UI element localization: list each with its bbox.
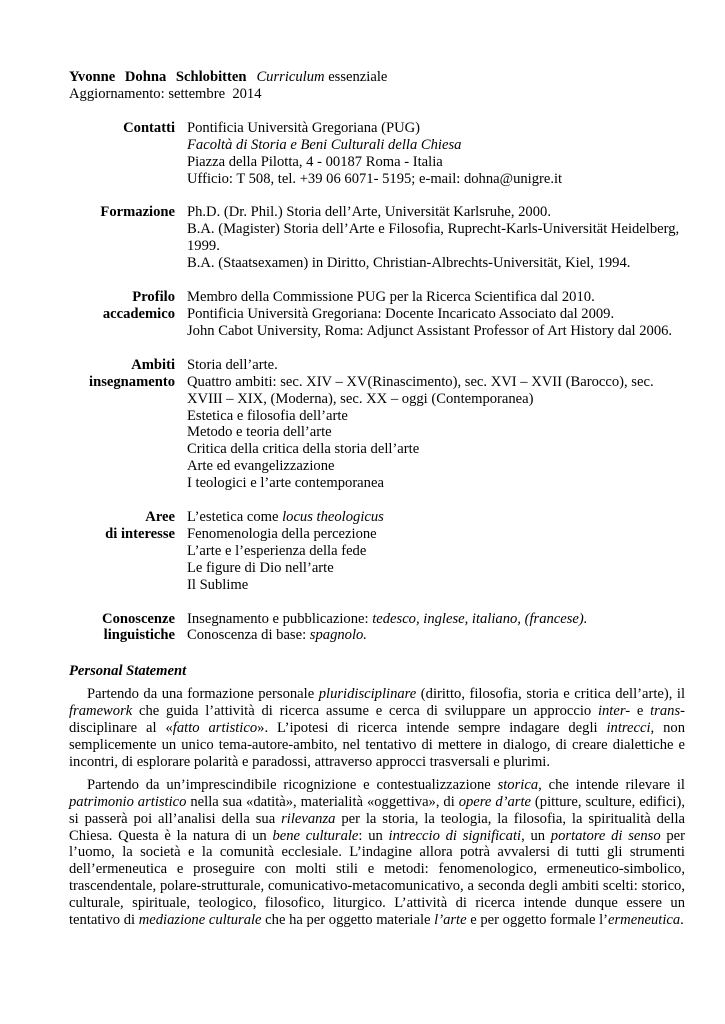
section-aree xyxy=(69,509,685,594)
profile-line: Pontificia Università Gregoriana: Docente Incaricato Associato dal 2009. xyxy=(187,305,615,322)
author-name: Yvonne Dohna Schlobitten xyxy=(69,69,247,85)
teaching-line: Critica della critica della storia dell’arte xyxy=(187,441,420,458)
cv-header xyxy=(69,69,685,86)
update-line xyxy=(69,86,685,103)
section-content xyxy=(187,120,685,188)
interest-line: L’arte e l’esperienza della fede xyxy=(187,542,367,559)
section-label: Aree di interesse xyxy=(105,509,175,542)
section-label: Formazione xyxy=(100,204,175,221)
language-line: Insegnamento e pubblicazione: tedesco, inglese, italiano, (francese). xyxy=(187,610,588,627)
cv-page xyxy=(69,69,685,929)
section-content xyxy=(187,204,685,272)
teaching-line: Metodo e teoria dell’arte xyxy=(187,424,332,441)
statement-paragraph-1: Partendo da una formazione personale pluridisciplinare (diritto, filosofia, storia e critica dell’arte), il framework che guida l’attività di ricerca assume e cerca di sviluppare un approccio inter- e trans-disciplinare al «fatto artistico». L’ipotesi di ricerca intende sempre indagare degli intrecci, non semplicemente un unico tema-autore-ambito, nel tentativo di mettere in dialogo, di creare dialettiche e incontri, di esplorare polarità e paradossi, attraverso approcci trasversali e plurimi. xyxy=(69,686,685,770)
title-rest: essenziale xyxy=(324,69,388,85)
section-ambiti xyxy=(69,357,685,492)
section-contatti xyxy=(69,120,685,188)
contact-line: Ufficio: T 508, tel. +39 06 6071- 5195; e-mail: dohna@unigre.it xyxy=(187,170,563,187)
document-title xyxy=(256,69,387,85)
interest-line: L’estetica come locus theologicus xyxy=(187,509,384,526)
section-label: Ambiti insegnamento xyxy=(89,356,175,390)
profile-line: Membro della Commissione PUG per la Ricerca Scientifica dal 2010. xyxy=(187,289,595,306)
section-content xyxy=(187,357,685,492)
section-content xyxy=(187,289,685,340)
contact-line: Facoltà di Storia e Beni Culturali della Chiesa xyxy=(187,136,462,153)
teaching-line: I teologici e l’arte contemporanea xyxy=(187,475,384,492)
section-profilo xyxy=(69,289,685,340)
degree-line: Ph.D. (Dr. Phil.) Storia dell’Arte, Universität Karlsruhe, 2000. xyxy=(187,204,551,221)
degree-line: B.A. (Staatsexamen) in Diritto, Christian-Albrechts-Universität, Kiel, 1994. xyxy=(187,255,631,272)
update-label: Aggiornamento: xyxy=(69,85,165,102)
degree-line: B.A. (Magister) Storia dell’Arte e Filosofia, Ruprecht-Karls-Universität Heidelberg, 1999. xyxy=(187,221,680,255)
section-formazione xyxy=(69,204,685,272)
contact-line: Pontificia Università Gregoriana (PUG) xyxy=(187,119,421,136)
interest-line: Le figure di Dio nell’arte xyxy=(187,559,334,576)
teaching-line: Arte ed evangelizzazione xyxy=(187,458,335,475)
interest-line: Fenomenologia della percezione xyxy=(187,525,377,542)
statement-heading: Personal Statement xyxy=(69,663,187,680)
section-label: Conoscenze linguistiche xyxy=(102,610,175,644)
section-label: Profilo accademico xyxy=(102,289,175,322)
section-conoscenze xyxy=(69,611,685,645)
statement-paragraph-2: Partendo da un’imprescindibile ricognizione e contestualizzazione storica, che intende rilevare il patrimonio artistico nella sua «datità», materialità «oggettiva», di opere d’arte (pitture, sculture, edifici), si passerà poi all’analisi della sua rilevanza per la storia, la teologia, la filosofia, la spiritualità della Chiesa. Questa è la natura di un bene culturale: un intreccio di significati, un portatore di senso per l’uomo, la società e la comunità ecclesiale. L’indagine allora potrà avvalersi di tutti gli strumenti dell’ermeneutica e proseguire con molti stili e metodi: fenomenologico, ermeneutico-simbolico, trascendentale, polare-strutturale, comunicativo-metacomunicativo, a seconda degli ambiti scelti: storico, culturale, spirituale, teologico, filosofico, liturgico. L’attività di ricerca intende dunque essere un tentativo di mediazione culturale che ha per oggetto materiale l’arte e per oggetto formale l’ermeneutica. xyxy=(69,776,686,929)
profile-line: John Cabot University, Roma: Adjunct Assistant Professor of Art History dal 2006. xyxy=(187,322,673,339)
section-content xyxy=(187,611,685,645)
language-line: Conoscenza di base: spagnolo. xyxy=(187,627,367,644)
teaching-line: Estetica e filosofia dell’arte xyxy=(187,407,348,424)
section-content xyxy=(187,509,685,594)
interest-line: Il Sublime xyxy=(187,576,249,593)
contact-line: Piazza della Pilotta, 4 - 00187 Roma - Italia xyxy=(187,153,443,170)
title-italic: Curriculum xyxy=(256,69,325,85)
teaching-line: Storia dell’arte. xyxy=(187,356,278,373)
update-date: settembre 2014 xyxy=(168,85,262,102)
section-label: Contatti xyxy=(123,119,175,136)
teaching-line: Quattro ambiti: sec. XIV – XV(Rinascimento), sec. XVI – XVII (Barocco), sec. XVIII – XIX, (Moderna), sec. XX – oggi (Contemporanea) xyxy=(187,373,654,407)
